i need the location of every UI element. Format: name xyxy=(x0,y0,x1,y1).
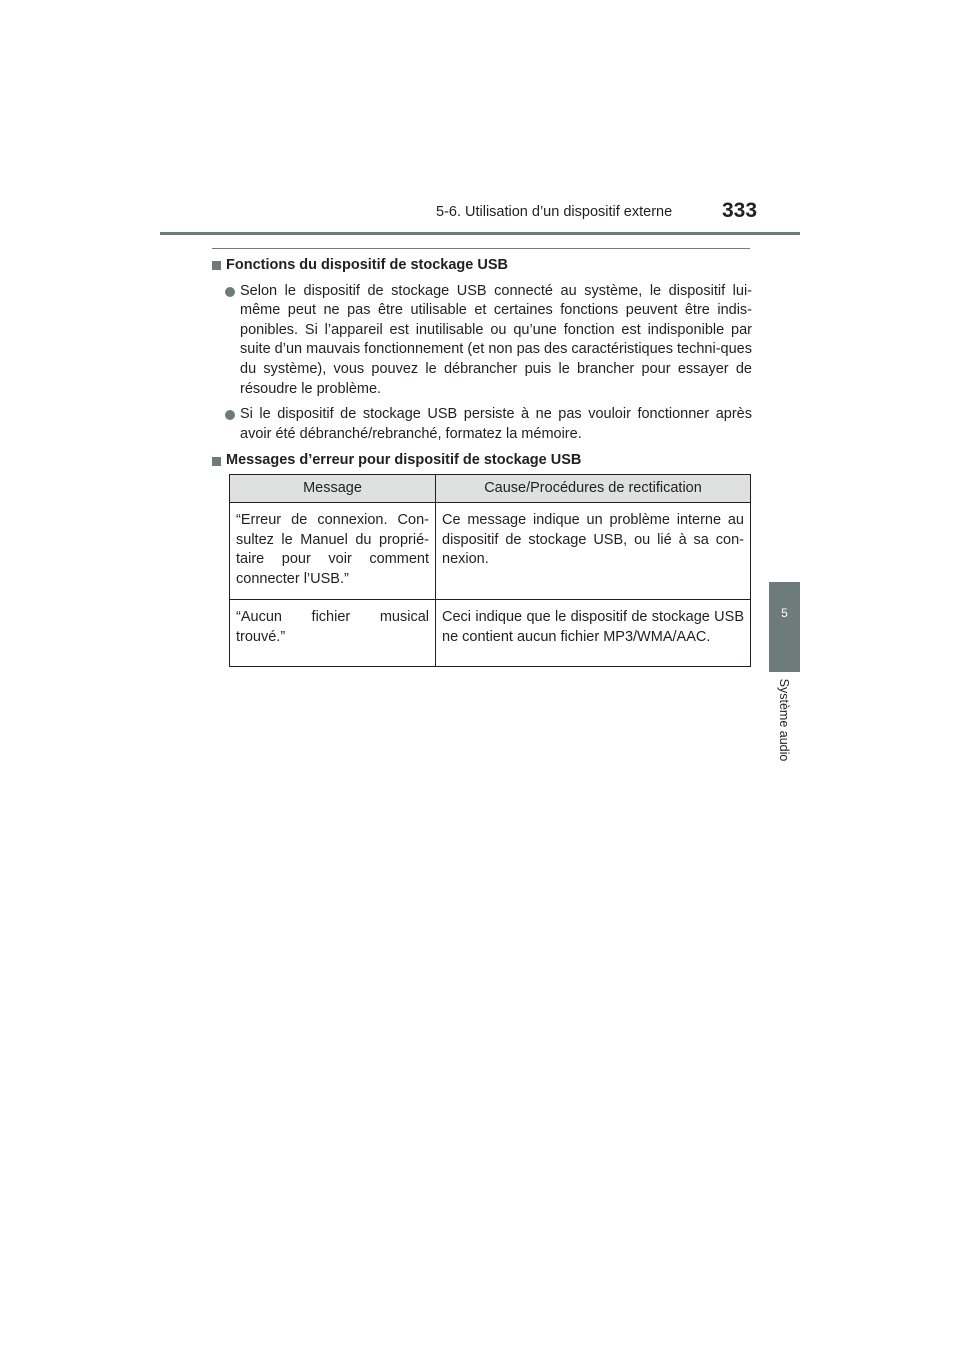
table-row xyxy=(230,600,751,667)
section-rule xyxy=(212,248,750,249)
cause-cell: Ce message indique un problème interne au dispositif de stockage USB, ou lié à sa con-nexion. xyxy=(436,503,751,600)
error-messages-table xyxy=(229,474,751,667)
list-item-text: Si le dispositif de stockage USB persiste à ne pas vouloir fonctionner après avoir été débranché/rebranché, formatez la mémoire. xyxy=(240,406,752,442)
chapter-tab xyxy=(769,582,800,672)
cause-cell: Ceci indique que le dispositif de stockage USB ne contient aucun fichier MP3/WMA/AAC. xyxy=(436,600,751,667)
square-bullet-icon xyxy=(212,261,221,270)
usb-functions-heading-text: Fonctions du dispositif de stockage USB xyxy=(226,257,508,273)
column-header-message: Message xyxy=(230,475,436,503)
message-cell: “Aucun fichier musical trouvé.” xyxy=(230,600,436,667)
error-messages-heading xyxy=(212,451,752,471)
table-header-row xyxy=(230,475,751,503)
section-title: 5-6. Utilisation d’un dispositif externe xyxy=(436,204,673,220)
list-item xyxy=(212,282,752,400)
list-item-text: Selon le dispositif de stockage USB connecté au système, le dispositif lui-même peut ne pas être utilisable et certaines fonctions peuvent être indis-ponibles. Si l’appareil est inutilisable ou qu’une fonction est indisponible par suite d’un mauvais fonctionnement (et non pas des caractéristiques techni-ques du système), vous pouvez le débrancher puis le brancher pour essayer de résoudre le problème. xyxy=(240,282,752,397)
error-messages-heading-text: Messages d’erreur pour dispositif de stockage USB xyxy=(226,452,582,469)
list-item xyxy=(212,405,752,444)
page-content xyxy=(212,256,752,471)
chapter-number: 5 xyxy=(781,606,788,620)
message-cell: “Erreur de connexion. Con-sultez le Manuel du proprié-taire pour voir comment connecter l’USB.” xyxy=(230,503,436,600)
table-row xyxy=(230,503,751,600)
column-header-cause: Cause/Procédures de rectification xyxy=(436,475,751,503)
header-rule xyxy=(160,232,800,235)
usb-functions-heading xyxy=(212,256,752,276)
chapter-label: Système audio xyxy=(777,678,791,762)
circle-bullet-icon xyxy=(225,287,235,297)
page-number: 333 xyxy=(722,199,758,222)
square-bullet-icon xyxy=(212,457,221,466)
circle-bullet-icon xyxy=(225,410,235,420)
